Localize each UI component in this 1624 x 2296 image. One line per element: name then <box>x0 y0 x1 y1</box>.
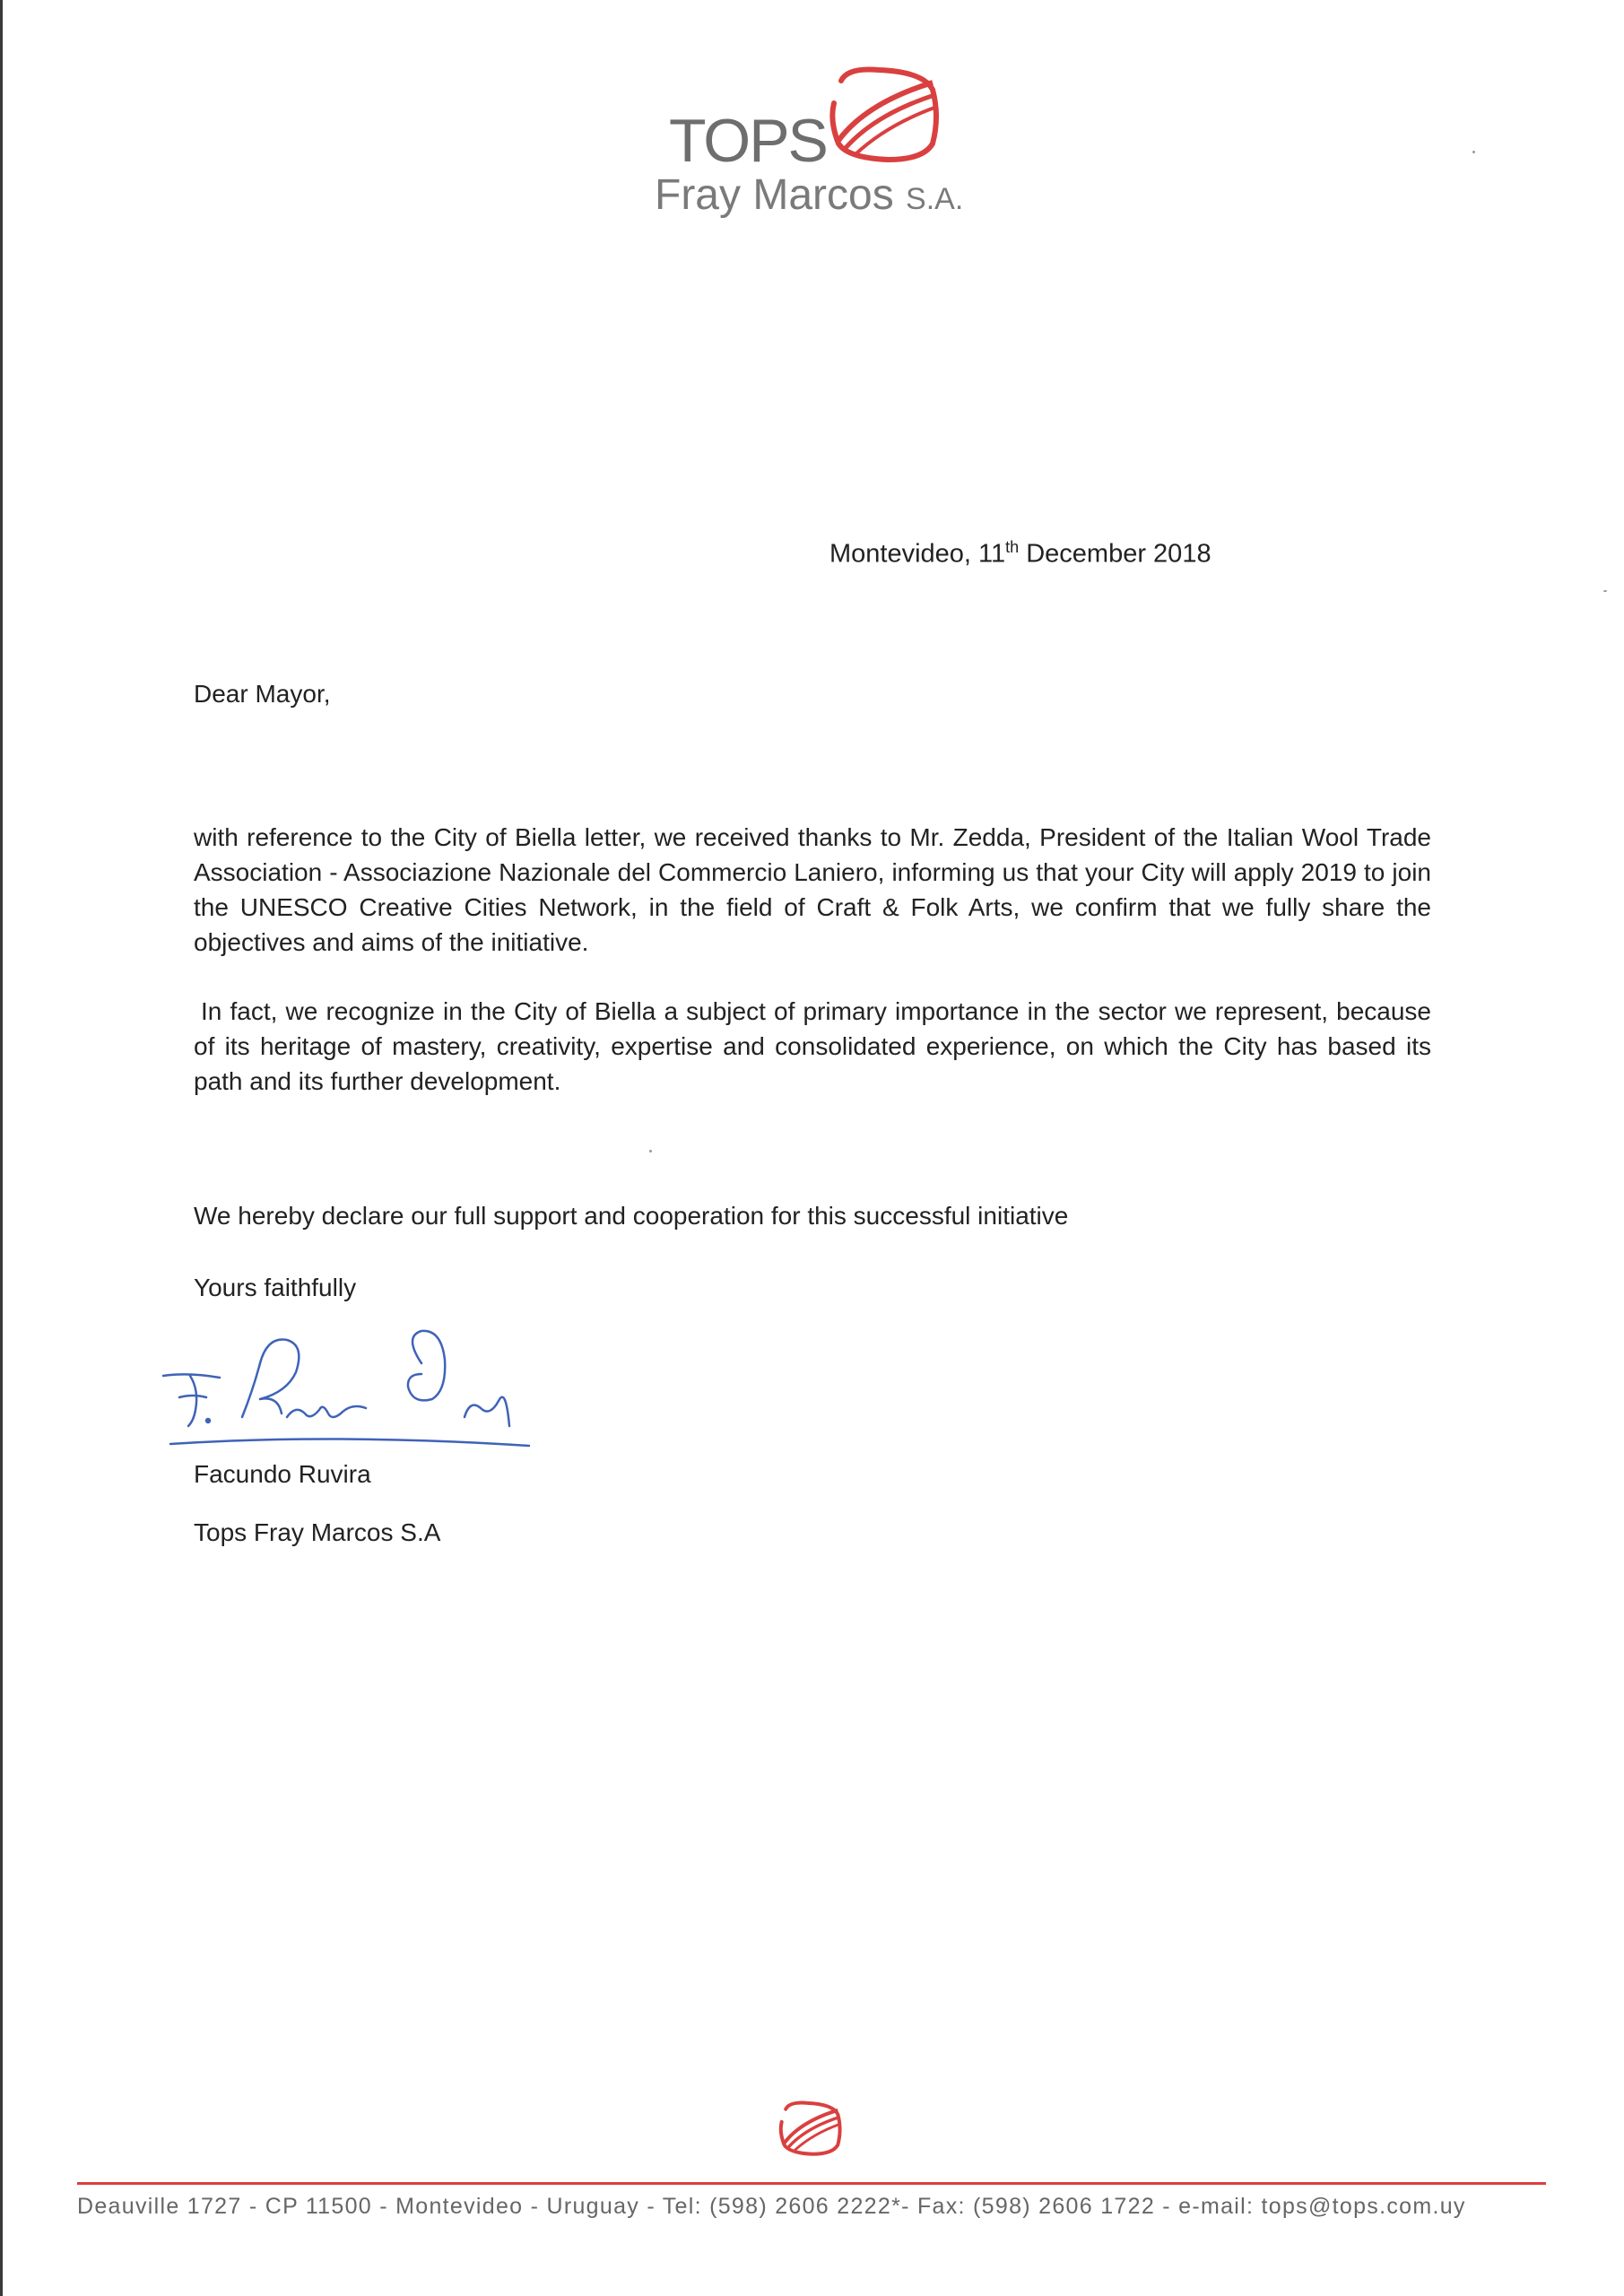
company-name <box>655 170 963 220</box>
company-suffix: S.A. <box>906 182 964 216</box>
date-suffix: December 2018 <box>1019 539 1211 569</box>
scan-speck <box>1603 590 1607 592</box>
footer-contact: Deauville 1727 - CP 11500 - Montevideo - Uruguay - Tel: (598) 2606 2222*- Fax: (598) 2606 1722 - e-mail: tops@tops.com.uy <box>77 2194 1466 2219</box>
signer-name: Facundo Ruvira <box>194 1460 371 1488</box>
closing: Yours faithfully <box>194 1274 357 1301</box>
support-statement: We hereby declare our full support and cooperation for this successful initiative <box>194 1202 1069 1230</box>
date-prefix: Montevideo, 11 <box>829 539 1006 569</box>
paragraph-1: with reference to the City of Biella letter, we received thanks to Mr. Zedda, President of the Italian Wool Trade Association - Associazione Nazionale del Commercio Laniero, informing us that your City will apply 2019 to join the UNESCO Creative Cities Network, in the field of Craft & Folk Arts, we confirm that we fully share the objectives and aims of the initiative. <box>194 823 1431 956</box>
scan-page-edge <box>0 0 3 2296</box>
date-ordinal: th <box>1005 538 1020 556</box>
tops-logo-mark-small-icon <box>777 2099 843 2162</box>
signer-company: Tops Fray Marcos S.A <box>194 1518 441 1546</box>
letterhead-logo <box>646 63 968 233</box>
tops-logo-mark-icon <box>825 63 942 170</box>
handwritten-signature <box>152 1327 547 1475</box>
scan-speck <box>1472 151 1475 153</box>
paragraph-2: In fact, we recognize in the City of Biella a subject of primary importance in the sector we represent, because of its heritage of mastery, creativity, expertise and consolidated experience, on which the City has based its path and its further development. <box>194 997 1431 1095</box>
footer-divider <box>77 2182 1546 2185</box>
scan-speck <box>649 1150 652 1152</box>
brand-name: TOPS <box>669 107 827 175</box>
salutation: Dear Mayor, <box>194 680 331 708</box>
letter-date <box>829 538 1211 570</box>
company-line: Fray Marcos <box>655 171 894 219</box>
